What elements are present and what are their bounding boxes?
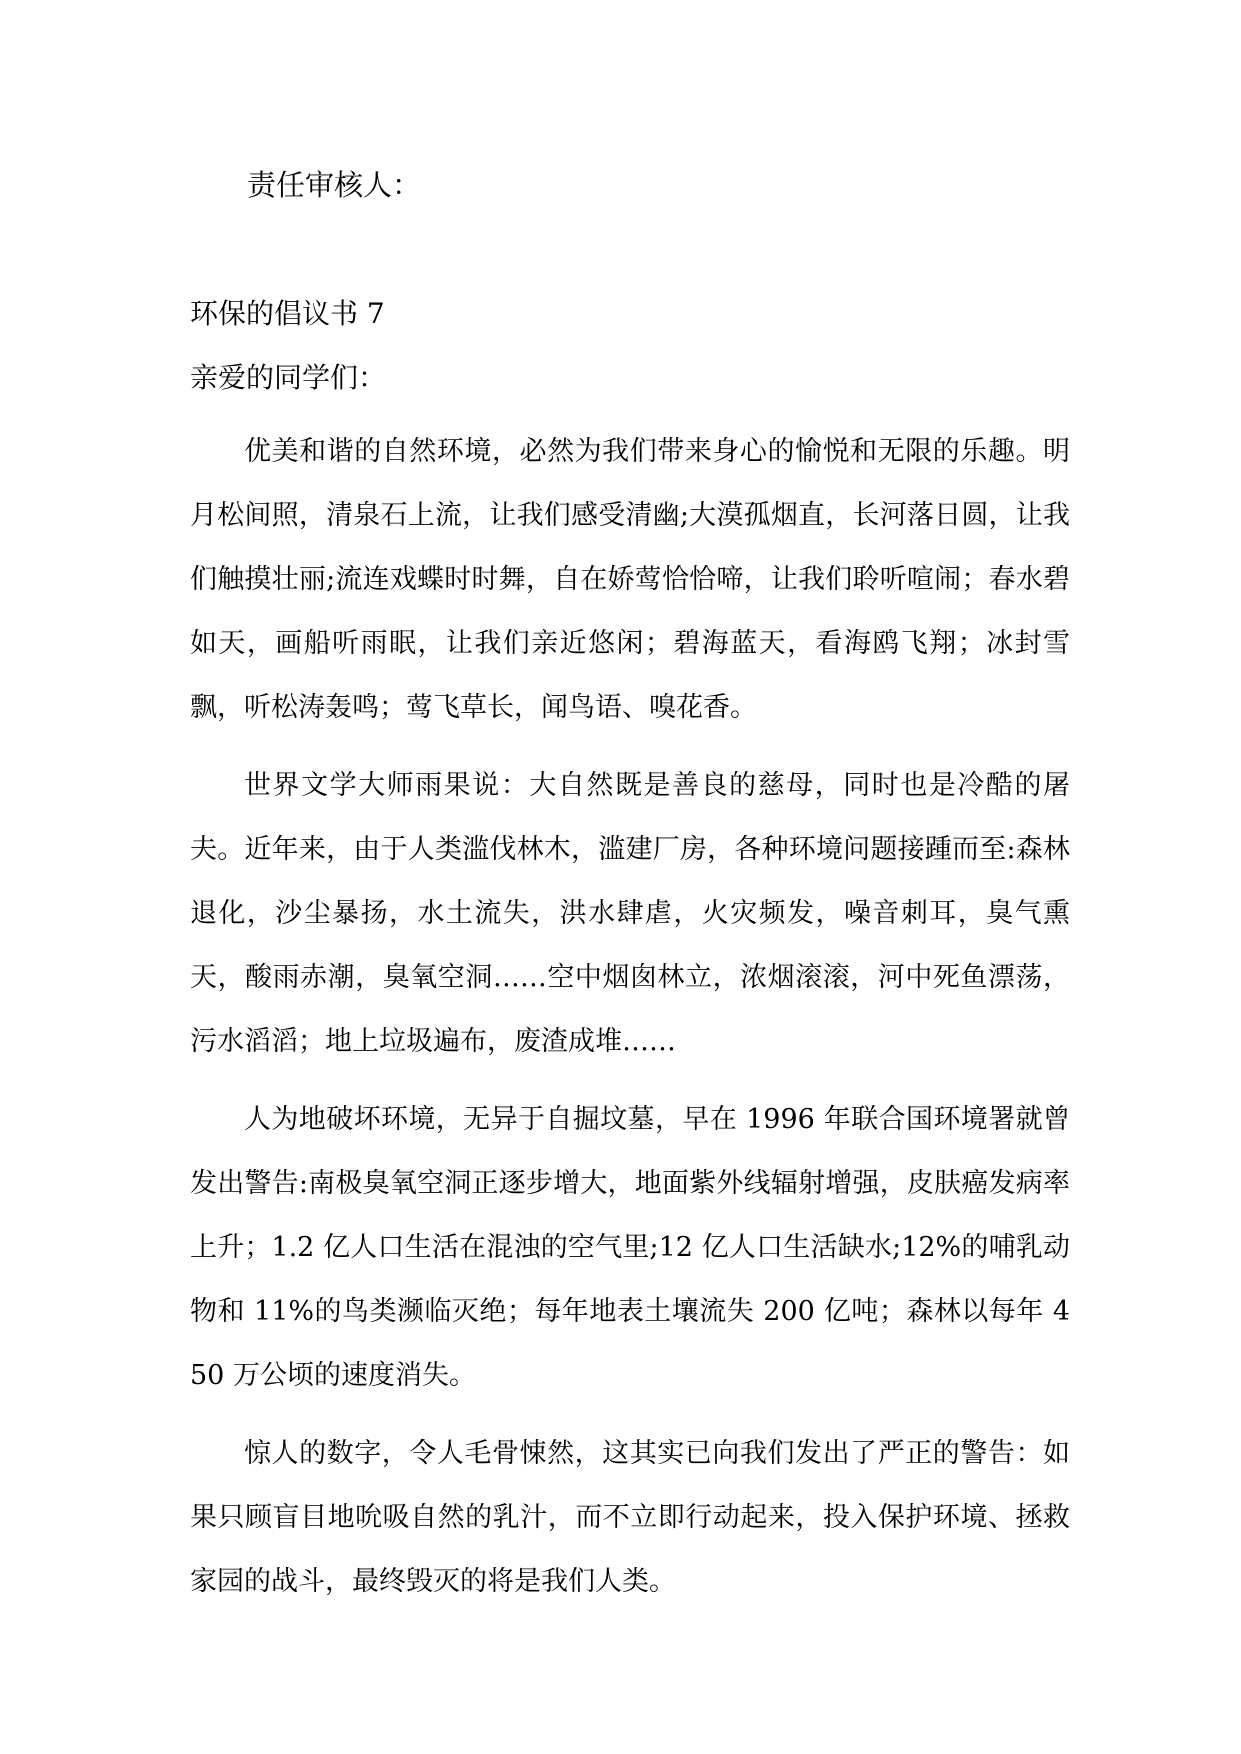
body-paragraph: 惊人的数字，令人毛骨悚然，这其实已向我们发出了严正的警告：如果只顾盲目地吮吸自然的乳汁，而不立即行动起来，投入保护环境、拯救家园的战斗，最终毁灭的将是我们人类。	[190, 1438, 1070, 1597]
salutation: 亲爱的同学们：	[190, 361, 387, 394]
document-body	[190, 420, 1070, 1628]
body-paragraph: 世界文学大师雨果说：大自然既是善良的慈母，同时也是冷酷的屠夫。近年来，由于人类滥伐林木，滥建厂房，各种环境问题接踵而至:森林退化，沙尘暴扬，水土流失，洪水肆虐，火灾频发，噪音刺耳，臭气熏天，酸雨赤潮，臭氧空洞……空中烟囱林立，浓烟滚滚，河中死鱼漂荡，污水滔滔；地上垃圾遍布，废渣成堆……	[190, 770, 1070, 1057]
reviewer-label: 责任审核人：	[247, 168, 422, 202]
document-title: 环保的倡议书 7	[190, 297, 385, 330]
body-paragraph: 优美和谐的自然环境，必然为我们带来身心的愉悦和无限的乐趣。明月松间照，清泉石上流，让我们感受清幽;大漠孤烟直，长河落日圆，让我们触摸壮丽;流连戏蝶时时舞，自在娇莺恰恰啼，让我们聆听喧闹；春水碧如天，画船听雨眠，让我们亲近悠闲；碧海蓝天，看海鸥飞翔；冰封雪飘，听松涛轰鸣；莺飞草长，闻鸟语、嗅花香。	[190, 436, 1070, 723]
body-paragraph: 人为地破坏环境，无异于自掘坟墓，早在 1996 年联合国环境署就曾发出警告:南极臭氧空洞正逐步增大，地面紫外线辐射增强，皮肤癌发病率上升；1.2 亿人口生活在混浊的空气里;12 亿人口生活缺水;12%的哺乳动物和 11%的鸟类濒临灭绝；每年地表土壤流失 200 亿吨；森林以每年 450 万公顷的速度消失。	[190, 1104, 1070, 1391]
